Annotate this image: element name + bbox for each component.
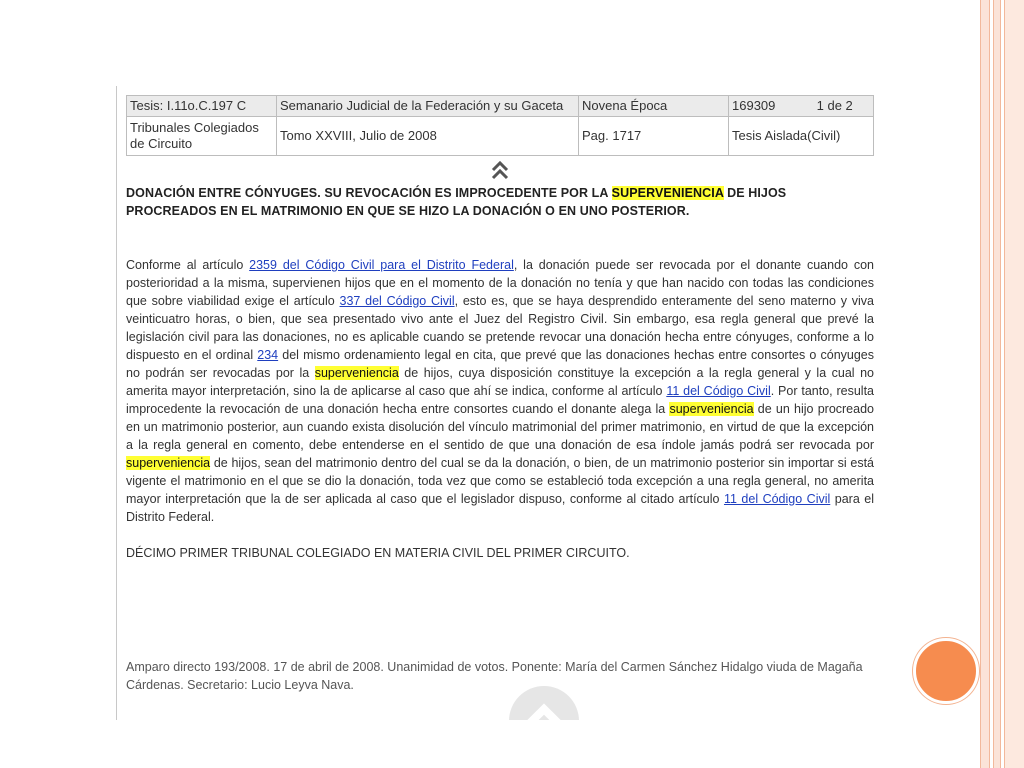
title-text-end: DE HIJOS PROCREADOS EN EL MATRIMONIO EN QUE SE HIZO LA DONACIÓN O EN UNO POSTERIOR. [126, 186, 787, 218]
epoch: Novena Época [579, 96, 729, 117]
decor-orange-circle [913, 638, 979, 704]
link-article-11-b[interactable]: 11 del Código Civil [723, 492, 831, 506]
thesis-type: Tesis Aislada(Civil) [729, 117, 874, 156]
link-article-2359[interactable]: 2359 del Código Civil para el Distrito Federal [249, 258, 514, 272]
decor-stripe-1 [980, 0, 990, 768]
body-text: del mismo ordenamiento legal en cita, que prevé que las donaciones hechas entre consortes o cónyuges no podrán ser revocadas por la [126, 348, 874, 380]
body-text: , esto es, que se haya desprendido enteramente del seno materno y viva veinticuatro horas, o bien, que sea presentado vivo ante el Juez del Registro Civil. Sin embargo, esa regla general que prevé la legislación civil para las donaciones, no es aplicable cuando se pretende revocar una donación hecha entre cónyuges, conforme a lo dispuesto en el ordinal [126, 294, 874, 362]
body-text: de hijos, cuya disposición constituye la excepción a la regla general y la cual no amerita mayor interpretación, sino la de aplicarse al caso que ahí se indica, conforme al artículo [126, 366, 874, 398]
collapse-toggle[interactable] [126, 156, 874, 184]
decor-stripe-3 [1004, 0, 1024, 768]
body-text: , la donación puede ser revocada por el donante cuando con posterioridad a la misma, supervienen hijos que en el momento de la donación no tenía y que han nacido con todas las condiciones que sobre viabilidad exige el artículo [126, 258, 874, 308]
court-type: Tribunales Colegiados de Circuito [127, 117, 277, 156]
decor-stripe-2 [993, 0, 1001, 768]
metadata-row-2 [127, 117, 874, 156]
thesis-metadata-table [126, 95, 874, 156]
document-content [126, 95, 874, 562]
page-reference: Pag. 1717 [579, 117, 729, 156]
title-highlight: SUPERVENIENCIA [611, 186, 724, 200]
body-text: de un hijo procreado en un matrimonio posterior, aun cuando exista disolución del vínculo matrimonial del primer matrimonio, en virtud de que la excepción a la regla general en comento, debe entenderse en el sentido de que una donación de esa índole jamás podrá ser revocada por [126, 402, 874, 452]
title-text: DONACIÓN ENTRE CÓNYUGES. SU REVOCACIÓN ES IMPROCEDENTE POR LA [126, 186, 612, 200]
issuing-court: DÉCIMO PRIMER TRIBUNAL COLEGIADO EN MATERIA CIVIL DEL PRIMER CIRCUITO. [126, 546, 630, 560]
page-count: 1 de 2 [816, 98, 853, 113]
document-page [116, 86, 879, 720]
registry-cell [729, 96, 874, 117]
scroll-top-icon[interactable] [509, 686, 579, 720]
highlight-term: superveniencia [669, 402, 754, 416]
body-text: para el Distrito Federal. [126, 492, 874, 524]
body-text: de hijos, sean del matrimonio dentro del cual se da la donación, o bien, de un matrimonio posterior sin importar si está vigente el matrimonio en el que se dio la donación, toda vez que como se estableció toda excepción a una regla general, no amerita mayor interpretación que la de ser aplicada al caso que el legislador dispuso, conforme al citado artículo [126, 456, 874, 506]
body-text: . Por tanto, resulta improcedente la revocación de una donación hecha entre consortes cuando el donante alega la [126, 384, 874, 416]
link-article-11[interactable]: 11 del Código Civil [666, 384, 771, 398]
body-text: Conforme al artículo [126, 258, 250, 272]
precedent-footer: Amparo directo 193/2008. 17 de abril de 2008. Unanimidad de votos. Ponente: María del Carmen Sánchez Hidalgo viuda de Magaña Cárdenas. Secretario: Lucio Leyva Nava. [126, 660, 863, 692]
thesis-title [126, 184, 874, 220]
metadata-row-1 [127, 96, 874, 117]
highlight-term: superveniencia [126, 456, 211, 470]
thesis-body [126, 256, 874, 526]
double-chevron-up-icon[interactable] [490, 160, 510, 185]
volume: Tomo XXVIII, Julio de 2008 [277, 117, 579, 156]
link-article-234[interactable]: 234 [257, 348, 279, 362]
link-article-337[interactable]: 337 del Código Civil [339, 294, 455, 308]
highlight-term: superveniencia [314, 366, 399, 380]
thesis-number: Tesis: I.11o.C.197 C [127, 96, 277, 117]
publication-source: Semanario Judicial de la Federación y su Gaceta [277, 96, 579, 117]
registry-number: 169309 [732, 98, 776, 113]
